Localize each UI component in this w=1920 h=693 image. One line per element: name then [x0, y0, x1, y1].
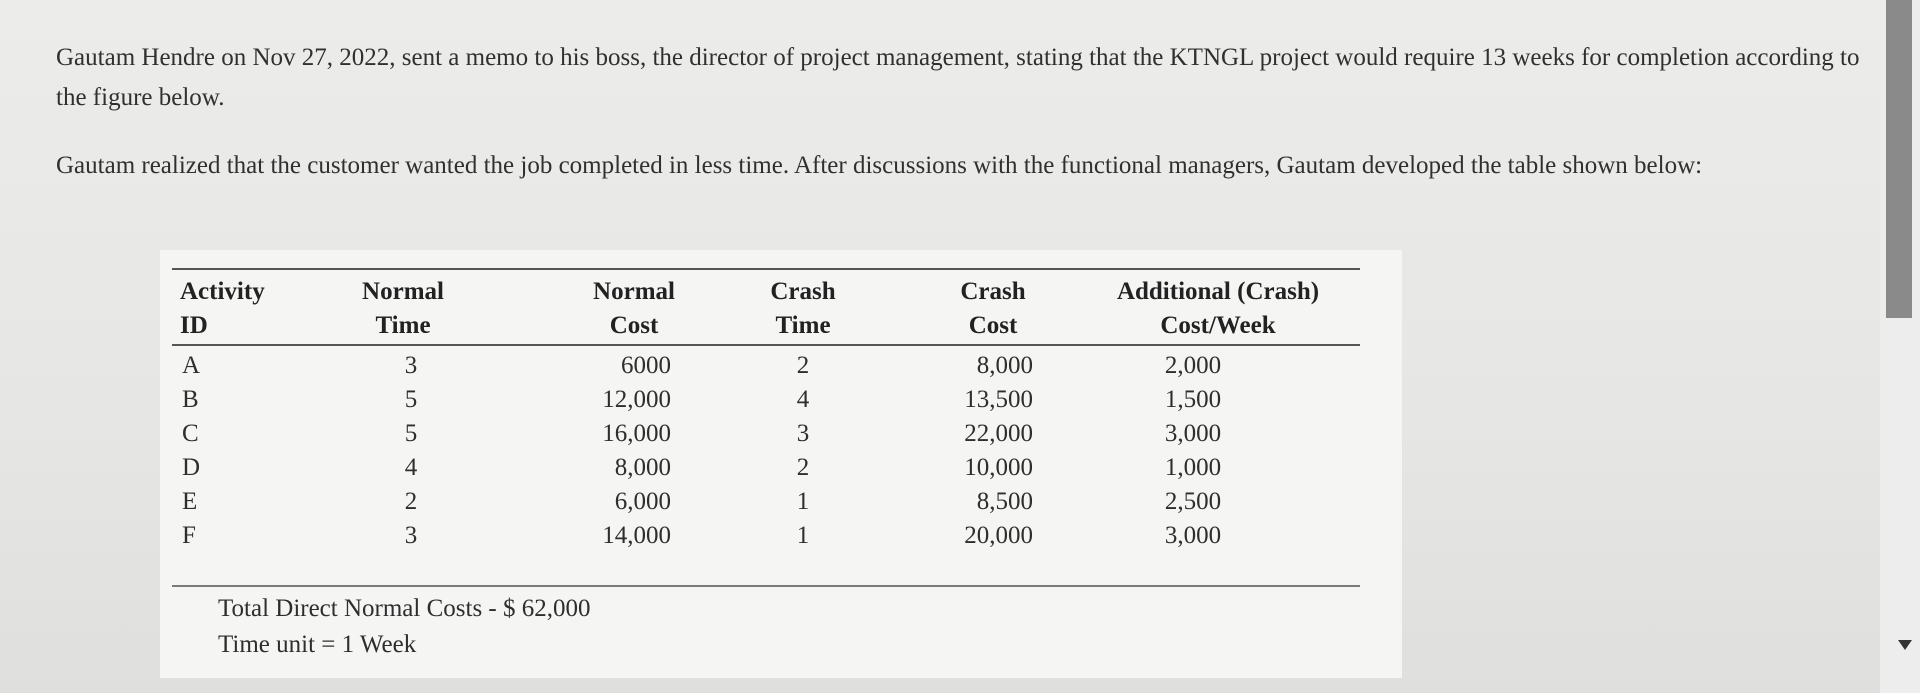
vertical-scrollbar[interactable]	[1880, 0, 1920, 693]
header-activity-line2: ID	[180, 312, 208, 339]
header-normal-time-line1: Normal	[362, 278, 444, 305]
cell-crash-time: 4	[796, 386, 810, 413]
time-unit-note: Time unit = 1 Week	[218, 631, 417, 658]
header-normal-cost-line1: Normal	[593, 278, 675, 305]
cell-additional-cost: 2,000	[1164, 352, 1222, 379]
table-intro-paragraph: Gautam realized that the customer wanted the job completed in less time. After discussions with the functional managers, Gautam developed the table shown below:	[56, 152, 1703, 179]
header-crash-cost-line1: Crash	[960, 278, 1026, 305]
cell-additional-cost: 3,000	[1164, 420, 1222, 447]
cell-activity-id: E	[182, 488, 198, 515]
cell-crash-time: 2	[796, 454, 810, 481]
header-crash-time-line2: Time	[775, 312, 831, 339]
cell-normal-time: 5	[404, 420, 418, 447]
cell-normal-time: 3	[404, 522, 418, 549]
cell-normal-cost: 8,000	[614, 454, 671, 481]
header-additional-line2: Cost/Week	[1160, 312, 1276, 339]
cell-crash-cost: 20,000	[964, 522, 1033, 549]
cell-crash-cost: 22,000	[964, 420, 1033, 447]
cell-activity-id: B	[182, 386, 199, 413]
total-direct-cost-note: Total Direct Normal Costs - $ 62,000	[218, 595, 591, 622]
header-additional-line1: Additional (Crash)	[1116, 278, 1320, 305]
cell-crash-cost: 8,500	[976, 488, 1033, 515]
cell-additional-cost: 1,000	[1164, 454, 1222, 481]
header-activity-line1: Activity	[180, 278, 265, 305]
cell-additional-cost: 2,500	[1164, 488, 1222, 515]
cell-normal-cost: 6000	[621, 352, 671, 379]
cell-normal-time: 5	[404, 386, 418, 413]
cell-normal-cost: 14,000	[602, 522, 671, 549]
header-crash-cost-line2: Cost	[968, 312, 1018, 339]
cell-normal-time: 2	[404, 488, 418, 515]
cell-additional-cost: 3,000	[1164, 522, 1222, 549]
cell-normal-time: 3	[404, 352, 418, 379]
header-crash-time-line1: Crash	[770, 278, 836, 305]
cell-additional-cost: 1,500	[1164, 386, 1222, 413]
cell-activity-id: D	[182, 454, 201, 481]
table-bottom-rule	[172, 585, 1360, 587]
cell-activity-id: A	[182, 352, 201, 379]
cell-crash-time: 1	[796, 488, 810, 515]
cell-normal-cost: 6,000	[614, 488, 671, 515]
table-top-rule	[172, 268, 1360, 270]
cell-crash-time: 2	[796, 352, 810, 379]
memo-paragraph: Gautam Hendre on Nov 27, 2022, sent a memo to his boss, the director of project management, stating that the KTNGL project would require 13 weeks for completion according to the figure below.	[56, 44, 1860, 111]
cell-crash-time: 3	[796, 420, 810, 447]
cell-crash-time: 1	[796, 522, 810, 549]
cell-normal-cost: 16,000	[602, 420, 671, 447]
header-normal-cost-line2: Cost	[609, 312, 659, 339]
cell-crash-cost: 8,000	[976, 352, 1033, 379]
scroll-down-arrow-icon[interactable]	[1898, 640, 1912, 650]
cell-crash-cost: 10,000	[964, 454, 1033, 481]
cell-normal-time: 4	[404, 454, 418, 481]
cell-activity-id: C	[182, 420, 199, 447]
table-header-rule	[172, 344, 1360, 346]
cell-activity-id: F	[182, 522, 196, 549]
cell-normal-cost: 12,000	[602, 386, 671, 413]
header-normal-time-line2: Time	[375, 312, 431, 339]
cell-crash-cost: 13,500	[964, 386, 1033, 413]
scrollbar-thumb[interactable]	[1886, 0, 1912, 318]
